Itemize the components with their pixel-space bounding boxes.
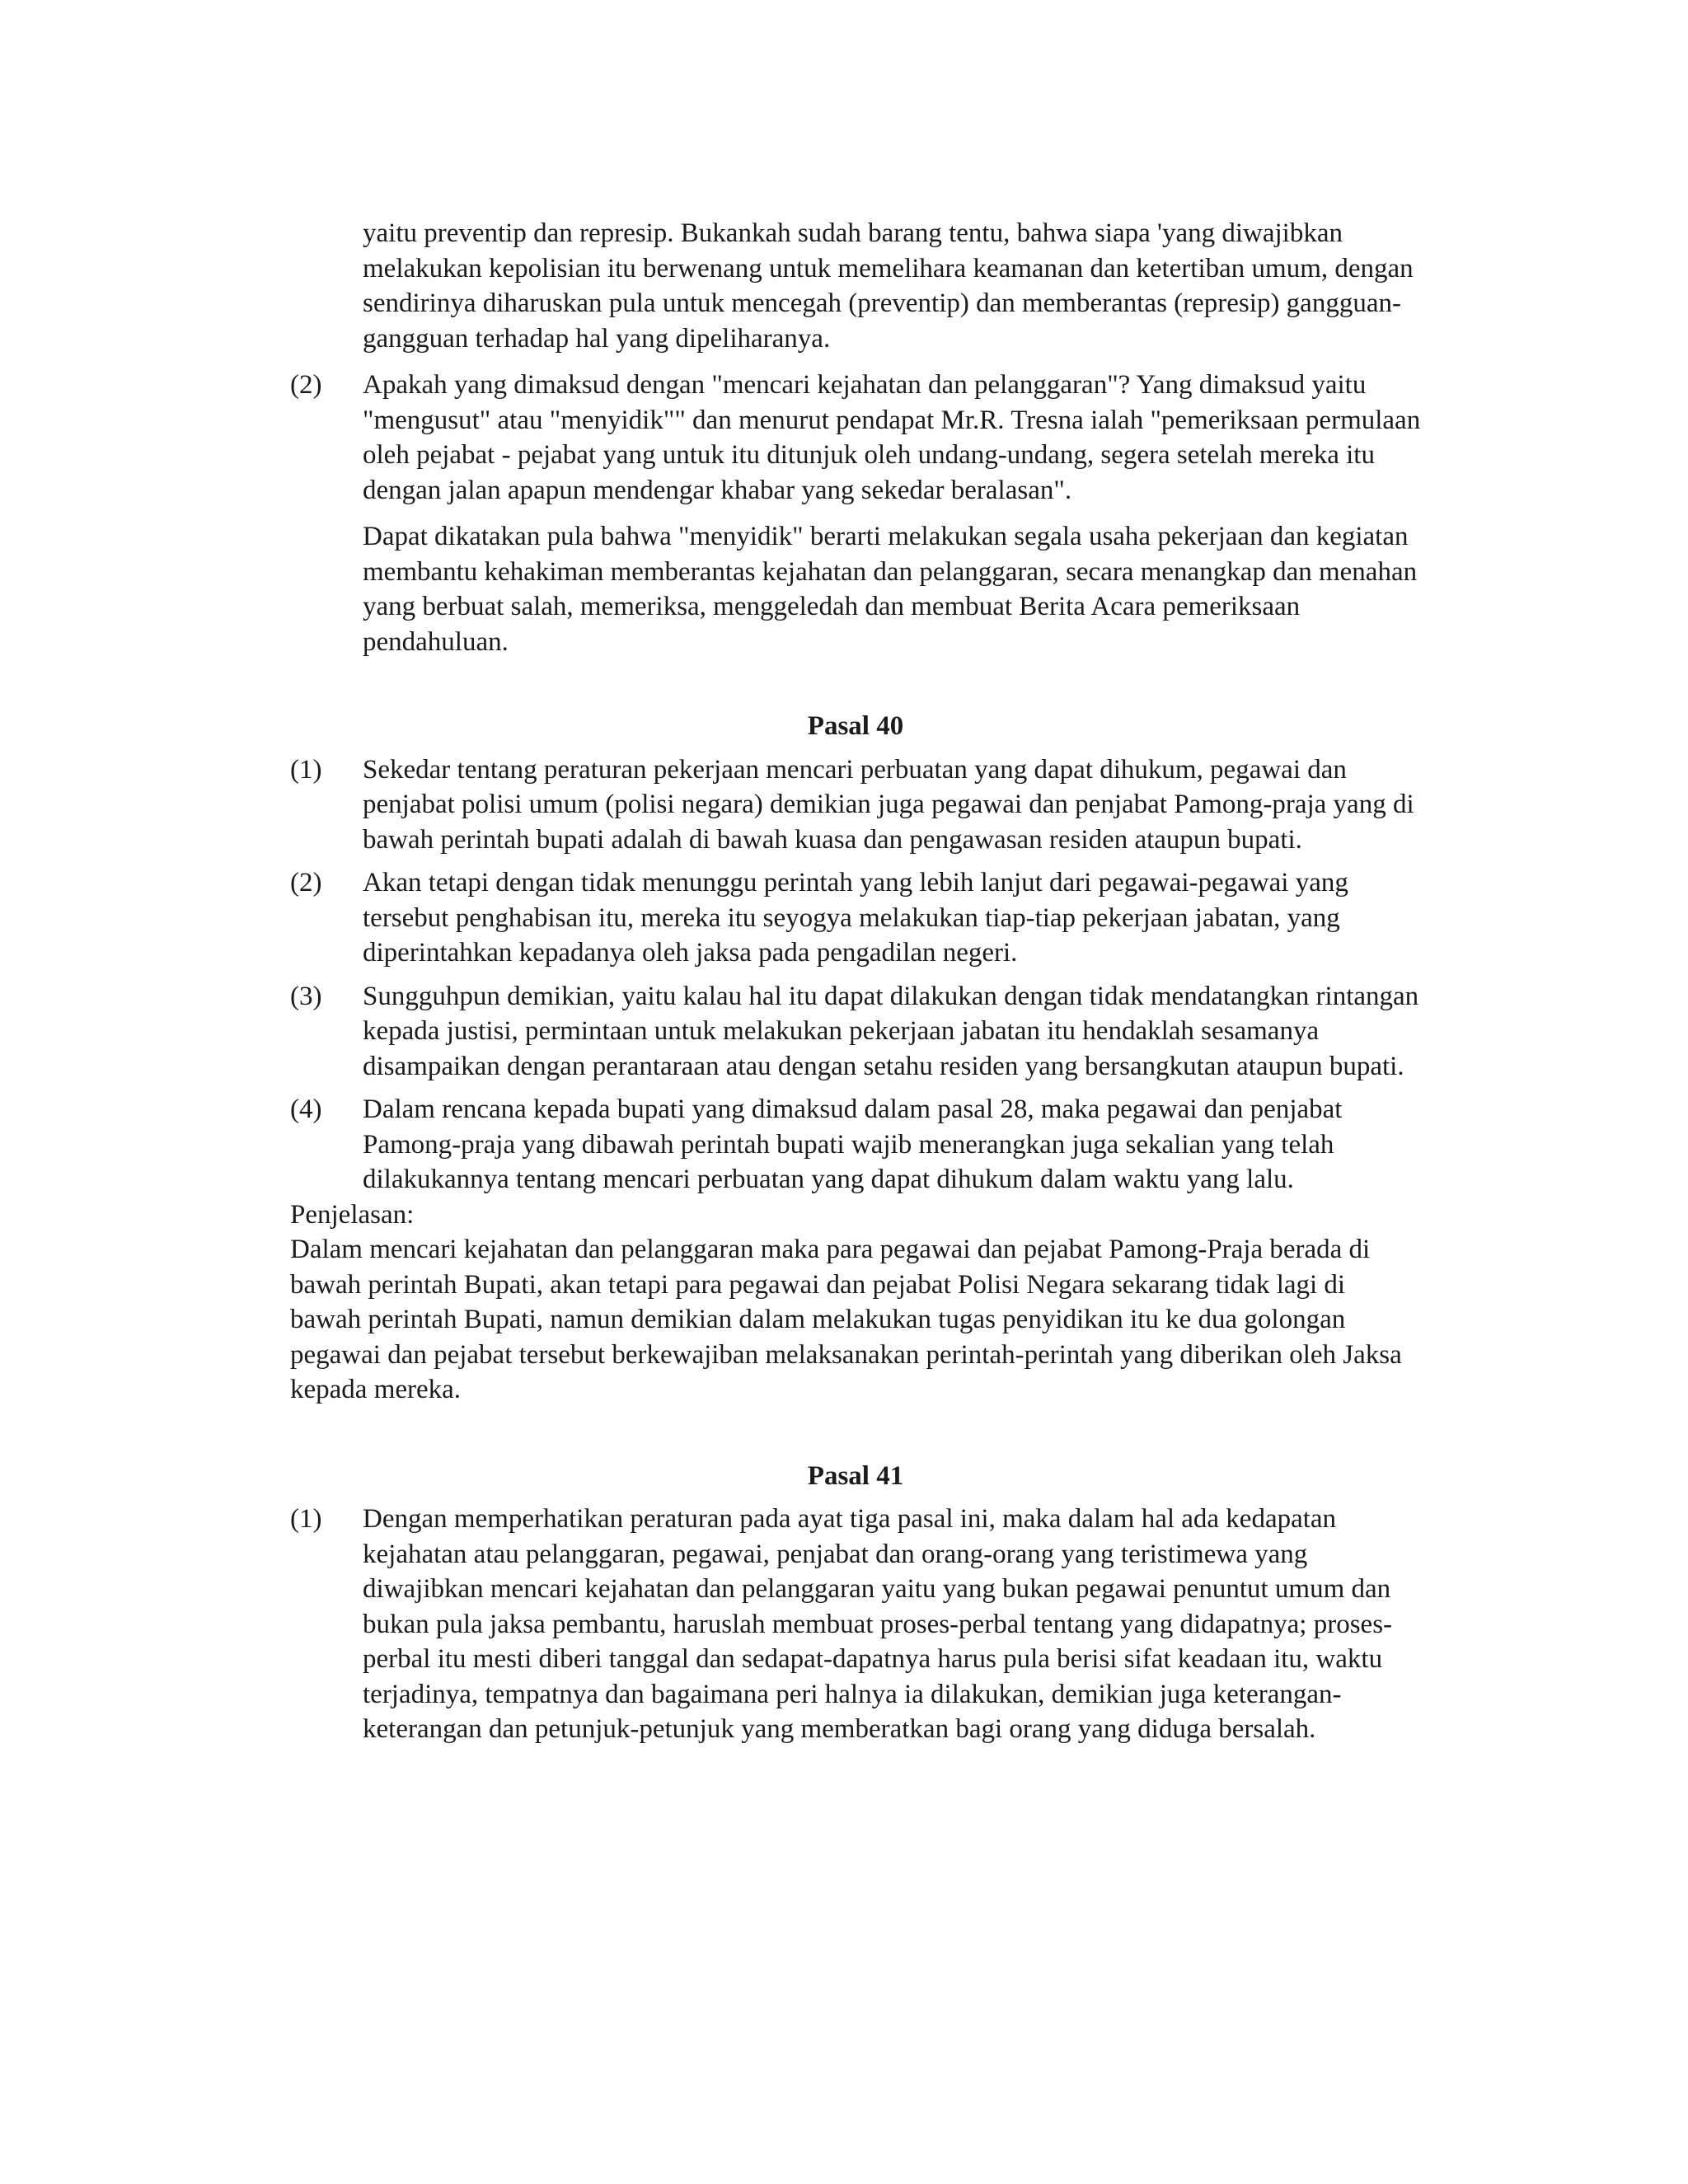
item-text: Dengan memperhatikan peraturan pada ayat tiga pasal ini, maka dalam hal ada kedapatan kejahatan atau pelanggaran, pegawai, penjabat dan orang-orang yang teristimewa yang diwajibkan mencari kejahatan dan pelanggaran yaitu yang bukan pegawai penuntut umum dan bukan pula jaksa pembantu, haruslah membuat proses-perbal tentang yang didapatnya; proses-perbal itu mesti diberi tanggal dan sedapat-dapatnya harus pula berisi sifat keadaan itu, waktu terjadinya, tempatnya dan bagaimana peri halnya ia dilakukan, demikian juga keterangan-keterangan dan petunjuk-petunjuk yang memberatkan bagi orang yang diduga bersalah. (363, 1504, 1393, 1744)
item-text: Sekedar tentang peraturan pekerjaan mencari perbuatan yang dapat dihukum, pegawai dan penjabat polisi umum (polisi negara) demikian juga pegawai dan penjabat Pamong-praja yang di bawah perintah bupati adalah di bawah kuasa dan pengawasan residen ataupun bupati. (363, 754, 1414, 855)
item-text: Apakah yang dimaksud dengan "mencari kejahatan dan pelanggaran"? Yang dimaksud yaitu "mengusut" atau "menyidik"" dan menurut pendapat Mr.R. Tresna ialah "pemeriksaan permulaan oleh pejabat - pejabat yang untuk itu ditunjuk oleh undang-undang, segera setelah mereka itu dengan jalan apapun mendengar khabar yang sekedar beralasan". (363, 370, 1421, 505)
item-text: Sungguhpun demikian, yaitu kalau hal itu dapat dilakukan dengan tidak mendatangkan rintangan kepada justisi, permintaan untuk melakukan pekerjaan jabatan itu hendaklah sesamanya disampaikan dengan perantaraan atau dengan setahu residen yang bersangkutan ataupun bupati. (363, 981, 1419, 1081)
item-text: Akan tetapi dengan tidak menunggu perintah yang lebih lanjut dari pegawai-pegawai yang tersebut penghabisan itu, mereka itu seyogya melakukan tiap-tiap pekerjaan jabatan, yang diperintahkan kepadanya oleh jaksa pada pengadilan negeri. (363, 868, 1348, 968)
item-text: Dalam rencana kepada bupati yang dimaksud dalam pasal 28, maka pegawai dan penjabat Pamong-praja yang dibawah perintah bupati wajib menerangkan juga sekalian yang telah dilakukannya tentang mencari perbuatan yang dapat dihukum dalam waktu yang lalu. (363, 1094, 1343, 1194)
pasal-40-item-4 (290, 1092, 1421, 1197)
item-number: (1) (290, 1504, 322, 1534)
explanation-label: Penjelasan: (290, 1199, 415, 1230)
item-number: (2) (290, 868, 322, 898)
item-number: (1) (290, 754, 322, 785)
pasal-41-item-1 (290, 1502, 1421, 1747)
pasal-40-item-2 (290, 865, 1421, 971)
pasal-41-title: Pasal 41 (807, 1460, 904, 1491)
pasal-40-item-1 (290, 752, 1421, 858)
item-number: (3) (290, 981, 322, 1011)
pasal-40-item-3 (290, 979, 1421, 1085)
item-number: (4) (290, 1094, 322, 1124)
pasal-40-title: Pasal 40 (807, 711, 904, 741)
document-page (290, 216, 1421, 1747)
item-number: (2) (290, 370, 322, 400)
intro-continuation-paragraph: yaitu preventip dan represip. Bukankah sudah barang tentu, bahwa siapa 'yang diwajibkan melakukan kepolisian itu berwenang untuk memelihara keamanan dan ketertiban umum, dengan sendirinya diharuskan pula untuk mencegah (preventip) dan memberantas (represip) gangguan-gangguan terhadap hal yang dipeliharanya. (363, 218, 1414, 354)
item-2-continuation-paragraph: Dapat dikatakan pula bahwa "menyidik" berarti melakukan segala usaha pekerjaan dan kegiatan membantu kehakiman memberantas kejahatan dan pelanggaran, secara menangkap dan menahan yang berbuat salah, memeriksa, menggeledah dan membuat Berita Acara pemeriksaan pendahuluan. (363, 522, 1418, 657)
item-2-previous-article (290, 368, 1421, 508)
explanation-paragraph: Dalam mencari kejahatan dan pelanggaran maka para pegawai dan pejabat Pamong-Praja berada di bawah perintah Bupati, akan tetapi para pegawai dan pejabat Polisi Negara sekarang tidak lagi di bawah perintah Bupati, namun demikian dalam melakukan tugas penyidikan itu ke dua golongan pegawai dan pejabat tersebut berkewajiban melaksanakan perintah-perintah yang diberikan oleh Jaksa kepada mereka. (290, 1235, 1402, 1404)
